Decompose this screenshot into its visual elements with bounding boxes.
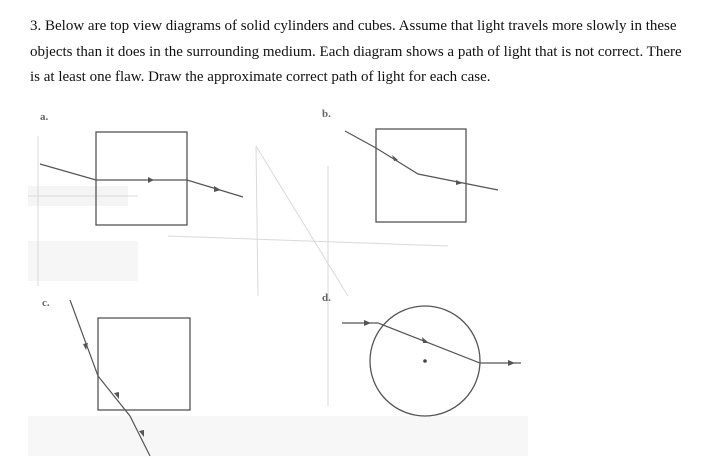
- panel-c-arrow: [114, 392, 119, 399]
- panel-b-label: b.: [322, 108, 331, 120]
- diagram-canvas: [28, 96, 538, 460]
- panel-b-light-ray: [345, 131, 498, 190]
- panel-d-label: d.: [322, 292, 331, 304]
- panel-c-label: c.: [42, 297, 50, 309]
- panel-a: [40, 111, 243, 225]
- panel-a-cube: [96, 132, 187, 225]
- panel-d-light-ray: [342, 323, 521, 363]
- panel-c-cube: [98, 318, 190, 410]
- light-path-diagrams: [28, 96, 538, 460]
- panel-d: [322, 292, 521, 416]
- panel-d-center-point: [423, 359, 427, 363]
- panel-b: [322, 108, 498, 222]
- panel-a-arrow: [214, 186, 221, 192]
- question-text: 3. Below are top view diagrams of solid cylinders and cubes. Assume that light travels more slowly in these objects than it does in the surrounding medium. Each diagram shows a path of light that is not correct. There is at least one flaw. Draw the approximate correct path of light for each case.: [30, 18, 682, 85]
- panel-d-arrow: [508, 360, 515, 366]
- panel-b-cube: [376, 129, 466, 222]
- panel-a-arrow: [148, 177, 154, 183]
- panel-d-arrow: [364, 320, 371, 326]
- panel-a-label: a.: [40, 111, 49, 123]
